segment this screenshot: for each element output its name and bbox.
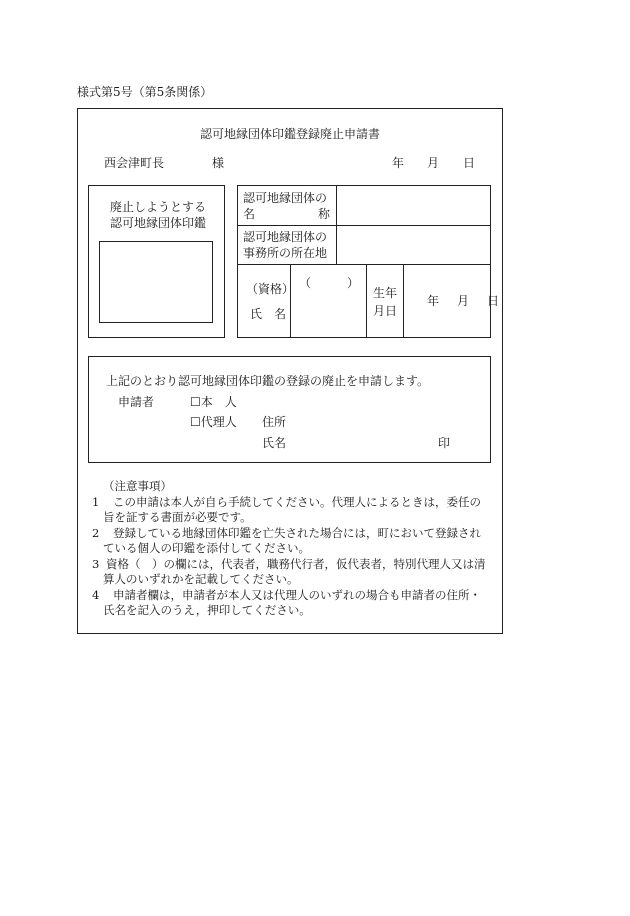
- applicant-label: 申請者: [118, 395, 155, 409]
- note-number: 2: [92, 526, 100, 540]
- note-number: 4: [92, 588, 100, 602]
- agent-checkbox[interactable]: ☐代理人: [190, 415, 237, 429]
- birth-label-line1: 生年: [373, 286, 398, 300]
- address-label-line2: 事務所の所在地: [243, 246, 328, 260]
- row-divider: [237, 264, 491, 265]
- name-label-2b: 称: [318, 207, 331, 221]
- seal-imprint-box[interactable]: [99, 241, 213, 323]
- col-divider: [366, 264, 367, 338]
- form-number: 様式第5号（第5条関係）: [77, 85, 213, 99]
- qualification-paren-open: （: [299, 276, 312, 290]
- addressee-honorific: 様: [212, 156, 225, 170]
- application-box: [88, 356, 491, 463]
- seal-mark: 印: [438, 436, 451, 450]
- note-line: 資格（ ）の欄には，代表者，職務代行者，仮代表者，特別代理人又は清: [106, 557, 486, 571]
- birth-date-field[interactable]: 年 月 日: [427, 294, 503, 308]
- date-day: 日: [463, 156, 476, 170]
- self-checkbox[interactable]: ☐本 人: [190, 395, 237, 409]
- note-line: 算人のいずれかを記載してください。: [103, 572, 299, 586]
- note-line: 旨を証する書面が必要です。: [103, 510, 252, 524]
- form-title: 認可地縁団体印鑑登録廃止申請書: [200, 127, 381, 141]
- application-statement: 上記のとおり認可地縁団体印鑑の登録の廃止を申請します。: [106, 374, 430, 388]
- note-line: 登録している地縁団体印鑑を亡失された場合には，町において登録され: [113, 526, 481, 540]
- note-line: ている個人の印鑑を添付してください。: [103, 541, 310, 555]
- col-divider: [336, 185, 337, 264]
- note-number: 1: [92, 495, 100, 509]
- name-label-2a: 名: [243, 207, 256, 221]
- date-month: 月: [427, 156, 440, 170]
- notes-heading: （注意事項）: [103, 479, 172, 493]
- addressee-mayor: 西会津町長: [104, 156, 165, 170]
- qualification-label: （資格）: [246, 282, 295, 296]
- group-name-field[interactable]: [338, 186, 490, 224]
- col-divider: [290, 264, 291, 338]
- name-label-line1: 認可地縁団体の: [243, 191, 328, 205]
- note-line: この申請は本人が自ら手続してください。代理人によるときは，委任の: [113, 495, 481, 509]
- office-address-field[interactable]: [338, 226, 490, 263]
- address-label-line1: 認可地縁団体の: [243, 230, 328, 244]
- representative-name-field[interactable]: [292, 266, 365, 337]
- applicant-name-label: 氏名: [262, 436, 287, 450]
- note-line: 氏名を記入のうえ，押印してください。: [103, 603, 311, 617]
- note-number: 3: [92, 557, 100, 571]
- qualification-paren-close: ）: [347, 276, 360, 290]
- seal-section-label-2: 認可地縁団体印鑑: [110, 216, 207, 230]
- person-name-label: 氏 名: [250, 307, 287, 321]
- birth-label-line2: 月日: [373, 304, 398, 318]
- date-year: 年: [392, 156, 405, 170]
- seal-section-label-1: 廃止しようとする: [110, 200, 207, 214]
- applicant-address-label: 住所: [262, 415, 287, 429]
- col-divider: [403, 264, 404, 338]
- note-line: 申請者欄は，申請者が本人又は代理人のいずれの場合も申請者の住所・: [113, 588, 481, 602]
